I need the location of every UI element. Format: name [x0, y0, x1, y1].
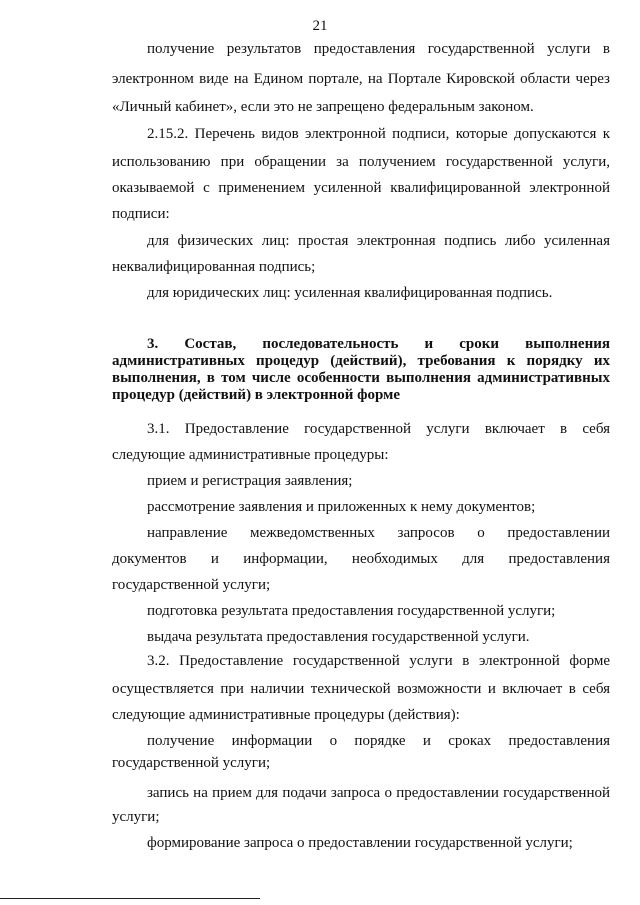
- text-line: выдача результата предоставления государственной услуги.: [147, 629, 530, 645]
- section-heading-line: процедур (действий) в электронной форме: [112, 387, 401, 403]
- text-line: 3.2. Предоставление государственной услуги в электронной форме: [147, 653, 610, 669]
- text-line: следующие административные процедуры:: [112, 447, 389, 463]
- text-line: подписи:: [112, 206, 170, 222]
- text-line: получение информации о порядке и сроках предоставления: [147, 733, 610, 749]
- text-line: направление межведомственных запросов о предоставлении: [147, 525, 610, 541]
- section-heading-line: административных процедур (действий), требования к порядку их: [112, 353, 610, 369]
- text-line: 3.1. Предоставление государственной услуги включает в себя: [147, 421, 610, 437]
- page-number: 21: [312, 18, 328, 34]
- text-line: государственной услуги;: [112, 755, 271, 771]
- text-line: для физических лиц: простая электронная подпись либо усиленная: [147, 233, 610, 249]
- text-line: получение результатов предоставления государственной услуги в: [147, 41, 610, 57]
- text-line: формирование запроса о предоставлении государственной услуги;: [147, 835, 573, 851]
- text-line: «Личный кабинет», если это не запрещено федеральным законом.: [112, 99, 534, 115]
- text-line: осуществляется при наличии технической возможности и включает в себя: [112, 681, 610, 697]
- footer-divider: [0, 898, 260, 899]
- text-line: неквалифицированная подпись;: [112, 259, 316, 275]
- section-heading-line: выполнения, в том числе особенности выполнения административных: [112, 370, 610, 386]
- text-line: использованию при обращении за получением государственной услуги,: [112, 154, 610, 170]
- section-heading-line: 3. Состав, последовательность и сроки выполнения: [147, 336, 610, 352]
- text-line: рассмотрение заявления и приложенных к нему документов;: [147, 499, 536, 515]
- text-line: для юридических лиц: усиленная квалифицированная подпись.: [147, 285, 553, 301]
- text-line: электронном виде на Едином портале, на Портале Кировской области через: [112, 71, 610, 87]
- text-line: государственной услуги;: [112, 577, 271, 593]
- text-line: 2.15.2. Перечень видов электронной подписи, которые допускаются к: [147, 126, 610, 142]
- text-line: прием и регистрация заявления;: [147, 473, 353, 489]
- text-line: следующие административные процедуры (действия):: [112, 707, 460, 723]
- text-line: подготовка результата предоставления государственной услуги;: [147, 603, 556, 619]
- text-line: услуги;: [112, 809, 160, 825]
- text-line: документов и информации, необходимых для предоставления: [112, 551, 610, 567]
- text-line: запись на прием для подачи запроса о предоставлении государственной: [147, 785, 610, 801]
- text-line: оказываемой с применением усиленной квалифицированной электронной: [112, 180, 610, 196]
